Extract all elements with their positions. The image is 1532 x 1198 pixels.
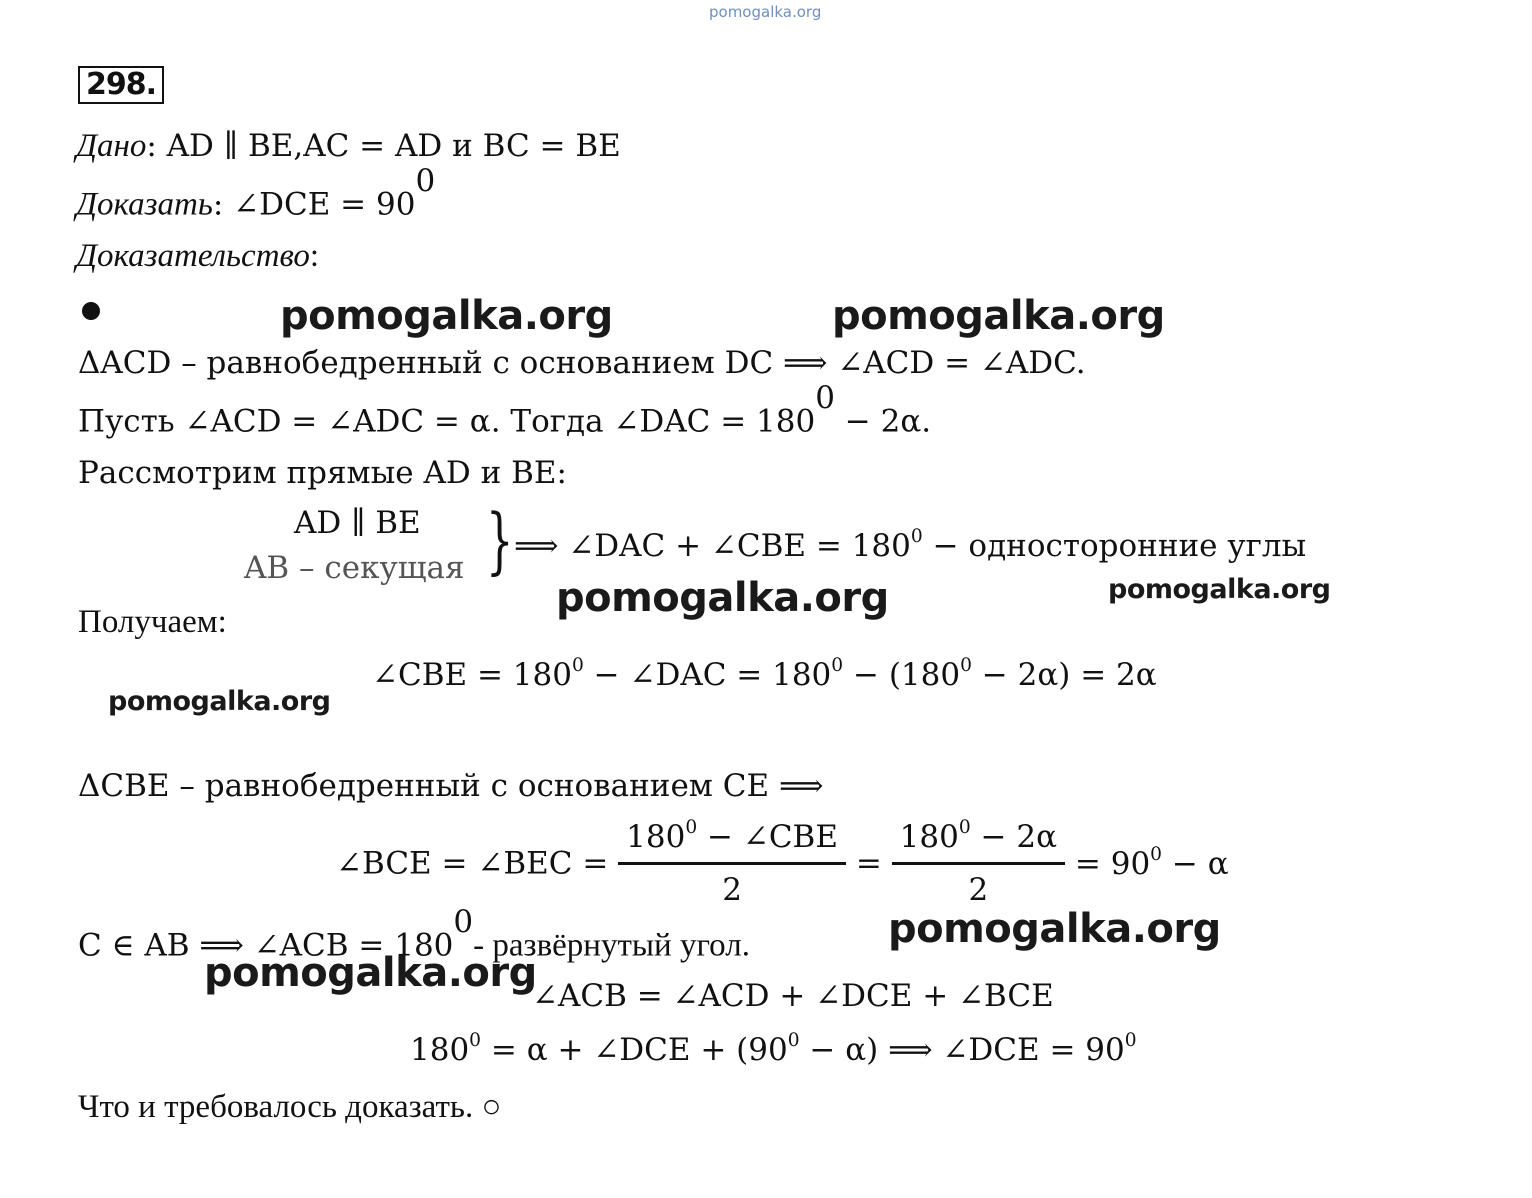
f1-num-sup: 0	[685, 817, 698, 839]
equation-acb: ∠ACB = ∠ACD + ∠DCE + ∠BCE	[532, 978, 1054, 1014]
eq4-b: = α + ∠DCE + (90	[481, 1032, 788, 1068]
eq1-sup1: 0	[571, 655, 584, 677]
line-isosceles-acd-text: ΔACD – равнобедренный с основанием DC ⟹ ∠ACD = ∠ADC.	[78, 345, 1086, 381]
eq4-c: − α) ⟹ ∠DCE = 90	[799, 1032, 1125, 1068]
prove-line	[76, 163, 436, 224]
line-straight-angle-a: C ∈ AB ⟹ ∠ACB = 180	[78, 927, 454, 964]
eq4-sup1: 0	[469, 1030, 482, 1052]
line-qed-text: Что и требовалось доказать. ○	[78, 1089, 502, 1125]
line-obtain	[78, 602, 227, 642]
equation-final	[410, 1032, 1137, 1068]
given-label: Дано	[76, 128, 147, 164]
fraction-2-denominator: 2	[968, 872, 989, 908]
eq4-a: 180	[410, 1032, 470, 1068]
eq4-sup3: 0	[1124, 1030, 1137, 1052]
fraction-2	[892, 818, 1065, 909]
watermark-7: pomogalka.org	[204, 950, 537, 996]
proof-label: Доказательство	[76, 238, 310, 274]
system-line-2: AB – секущая	[244, 550, 465, 586]
eq1-b: − ∠DAC = 180	[583, 657, 832, 693]
line-let-alpha-a: Пусть ∠ACD = ∠ADC = α. Тогда ∠DAC = 180	[78, 403, 816, 440]
watermark-2: pomogalka.org	[832, 293, 1165, 339]
line-isosceles-acd	[78, 343, 1086, 383]
line-straight-angle-sup: 0	[453, 904, 474, 940]
eq4-sup2: 0	[787, 1030, 800, 1052]
line-consider-text: Рассмотрим прямые AD и BE:	[78, 455, 567, 491]
eq1-sup3: 0	[960, 655, 972, 677]
proof-colon: :	[309, 238, 320, 274]
watermark-5: pomogalka.org	[108, 686, 331, 717]
bullet	[82, 302, 100, 320]
prove-label: Доказать	[76, 186, 213, 223]
eq2-left: ∠BCE = ∠BEC =	[336, 845, 609, 882]
f1-num-b: − ∠CBE	[697, 819, 838, 855]
watermark-4: pomogalka.org	[1108, 574, 1331, 605]
line-isosceles-cbe	[78, 766, 823, 806]
proof-line	[76, 236, 319, 276]
line-qed	[78, 1087, 501, 1127]
f2-num-a: 180	[899, 819, 959, 855]
equation-bce	[336, 818, 1229, 909]
f1-num-a: 180	[626, 819, 686, 855]
system-result-a: ⟹ ∠DAC + ∠CBE = 180	[514, 528, 911, 564]
equation-cbe	[372, 657, 1157, 693]
eq2-right-sup: 0	[1150, 843, 1163, 865]
eq2-equals: =	[855, 845, 882, 882]
site-header[interactable]: pomogalka.org	[709, 3, 822, 21]
fraction-1-numerator	[618, 818, 846, 865]
line-let-alpha	[78, 380, 932, 441]
line-obtain-text: Получаем:	[78, 604, 227, 640]
eq2-right-a: = 90	[1074, 845, 1151, 882]
system-result-b: − односторонние углы	[922, 528, 1307, 564]
line-straight-angle-b: - развёрнутый угол.	[473, 927, 750, 964]
system-brace: }	[486, 498, 514, 582]
prove-sup: 0	[415, 163, 436, 199]
eq1-d: − 2α) = 2α	[971, 657, 1157, 693]
line-let-alpha-b: − 2α.	[834, 403, 932, 440]
system-result	[514, 528, 1306, 564]
eq1-c: − (180	[843, 657, 961, 693]
line-consider	[78, 453, 567, 493]
prove-text: : ∠DCE = 90	[212, 186, 416, 223]
watermark-1: pomogalka.org	[280, 293, 613, 339]
f2-num-sup: 0	[958, 817, 971, 839]
fraction-2-numerator	[892, 818, 1065, 865]
line-let-alpha-sup: 0	[815, 380, 835, 416]
eq2-right-b: − α	[1162, 845, 1229, 882]
system-line-1: AD ∥ BE	[294, 505, 421, 541]
fraction-1	[618, 818, 846, 909]
problem-number: 298.	[78, 66, 164, 104]
line-isosceles-cbe-text: ΔCBE – равнобедренный с основанием CE ⟹	[78, 768, 824, 804]
watermark-6: pomogalka.org	[888, 906, 1221, 952]
f2-num-b: − 2α	[970, 819, 1058, 855]
given-text: : AD ∥ BE,AC = AD и BC = BE	[146, 128, 621, 164]
eq1-sup2: 0	[831, 655, 844, 677]
given-line	[76, 126, 621, 166]
fraction-1-denominator: 2	[722, 872, 742, 908]
eq1-a: ∠CBE = 180	[372, 657, 572, 693]
watermark-3: pomogalka.org	[556, 575, 889, 621]
system-result-sup: 0	[910, 526, 923, 548]
